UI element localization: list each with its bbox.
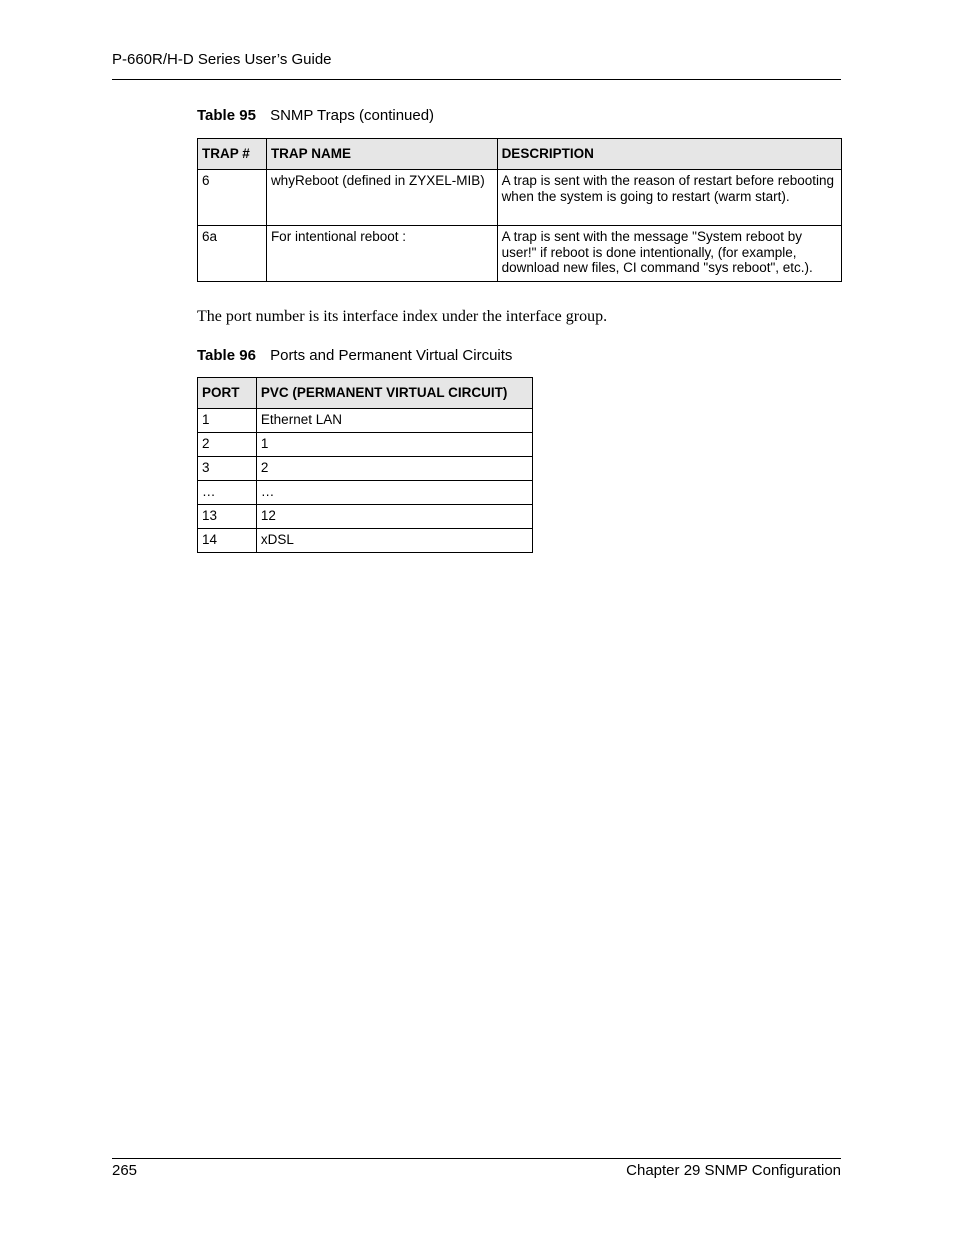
header-port: PORT xyxy=(198,378,257,409)
table-row xyxy=(198,481,533,505)
trap-number-cell: 6 xyxy=(198,170,267,226)
table-header-row xyxy=(198,378,533,409)
table-96-caption-number: Table 96 xyxy=(197,347,256,364)
header-rule xyxy=(112,79,841,80)
header-pvc: PVC (PERMANENT VIRTUAL CIRCUIT) xyxy=(256,378,532,409)
header-trap-number: TRAP # xyxy=(198,139,267,170)
running-header: P-660R/H-D Series User’s Guide xyxy=(112,51,332,68)
port-cell: 1 xyxy=(198,409,257,433)
table-row xyxy=(198,409,533,433)
snmp-traps-table xyxy=(197,138,842,282)
ports-pvc-table xyxy=(197,377,533,553)
table-row xyxy=(198,170,842,226)
table-95-caption-number: Table 95 xyxy=(197,107,256,124)
pvc-cell: 1 xyxy=(256,433,532,457)
table-header-row xyxy=(198,139,842,170)
port-cell: 13 xyxy=(198,505,257,529)
table-row xyxy=(198,457,533,481)
table-row xyxy=(198,433,533,457)
table-96-caption xyxy=(197,347,512,364)
table-row xyxy=(198,226,842,282)
port-cell: 14 xyxy=(198,529,257,553)
port-cell: 3 xyxy=(198,457,257,481)
table-95-caption xyxy=(197,107,434,124)
pvc-cell: xDSL xyxy=(256,529,532,553)
table-95-caption-text: SNMP Traps (continued) xyxy=(270,107,435,124)
body-paragraph: The port number is its interface index under the interface group. xyxy=(197,308,608,325)
footer-rule xyxy=(112,1158,841,1159)
trap-description-cell: A trap is sent with the message "System reboot by user!" if reboot is done intentionally, (for example, download new files, CI command "sys reboot", etc.). xyxy=(497,226,841,282)
table-row xyxy=(198,529,533,553)
table-96-caption-text: Ports and Permanent Virtual Circuits xyxy=(270,347,513,364)
pvc-cell: Ethernet LAN xyxy=(256,409,532,433)
pvc-cell: 12 xyxy=(256,505,532,529)
port-cell: … xyxy=(198,481,257,505)
chapter-title: Chapter 29 SNMP Configuration xyxy=(626,1162,841,1179)
trap-name-cell: whyReboot (defined in ZYXEL-MIB) xyxy=(266,170,497,226)
pvc-cell: 2 xyxy=(256,457,532,481)
table-row xyxy=(198,505,533,529)
header-trap-name: TRAP NAME xyxy=(266,139,497,170)
port-cell: 2 xyxy=(198,433,257,457)
page-number: 265 xyxy=(112,1162,138,1179)
trap-number-cell: 6a xyxy=(198,226,267,282)
pvc-cell: … xyxy=(256,481,532,505)
header-description: DESCRIPTION xyxy=(497,139,841,170)
trap-description-cell: A trap is sent with the reason of restart before rebooting when the system is going to restart (warm start). xyxy=(497,170,841,226)
trap-name-cell: For intentional reboot : xyxy=(266,226,497,282)
